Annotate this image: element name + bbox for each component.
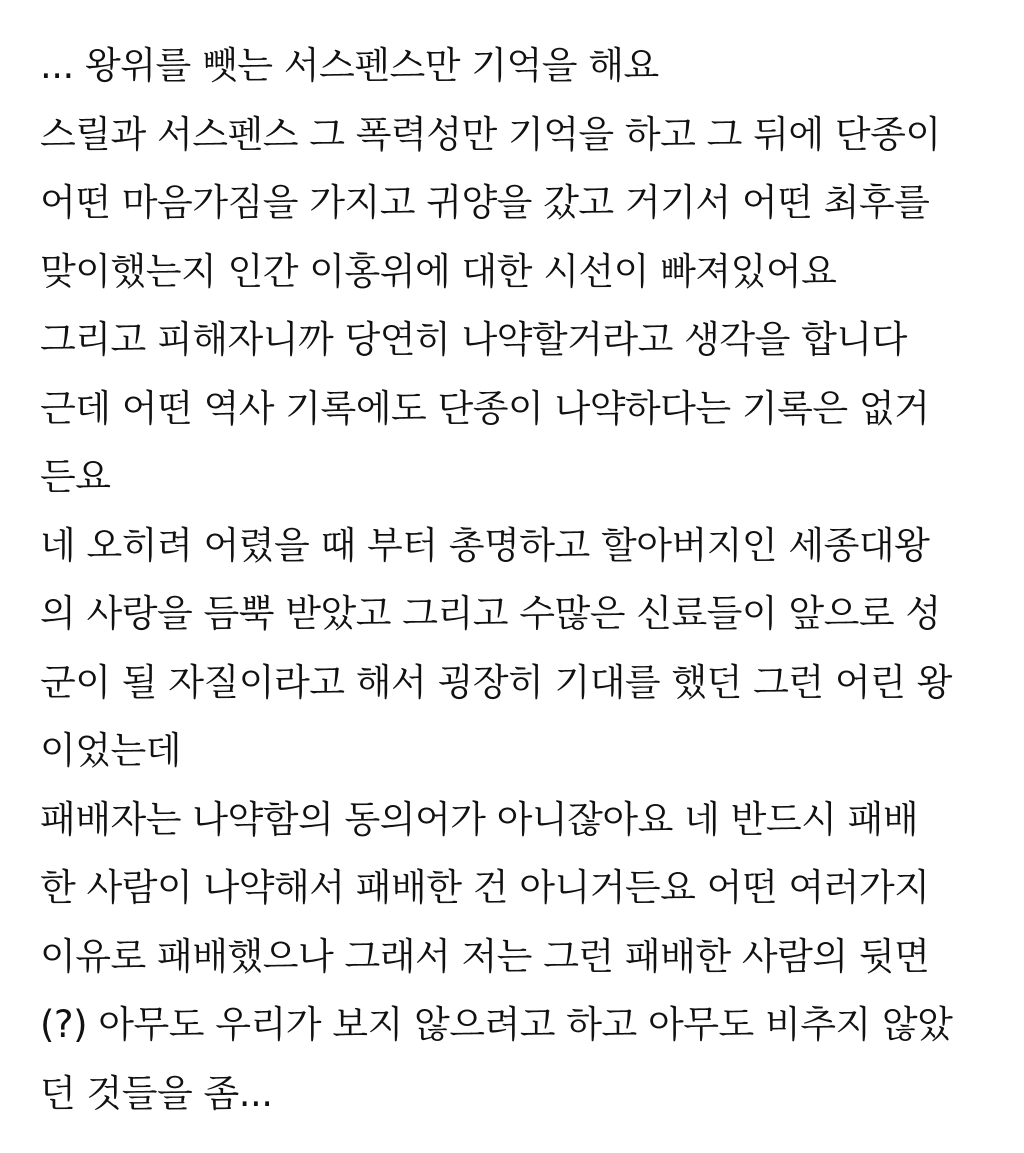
text-line: 그리고 피해자니까 당연히 나약할거라고 생각을 합니다 [40,318,907,361]
text-line: 던 것들을 좀... [40,1071,273,1115]
text-line: 든요 [40,455,111,498]
text-line: ... 왕위를 뺏는 서스펜스만 기억을 해요 [40,44,659,87]
transcript-text [40,32,1000,1128]
text-line: (?) 아무도 우리가 보지 않으려고 하고 아무도 비추지 않았 [40,1003,953,1046]
text-line: 이었는데 [40,729,181,772]
text-line: 어떤 마음가짐을 가지고 귀양을 갔고 거기서 어떤 최후를 [40,181,930,224]
text-line: 맞이했는지 인간 이홍위에 대한 시선이 빠져있어요 [40,249,837,293]
text-line: 한 사람이 나약해서 패배한 건 아니거든요 어떤 여러가지 [40,866,930,909]
text-line: 군이 될 자질이라고 해서 굉장히 기대를 했던 그런 어린 왕 [40,660,952,704]
text-line: 패배자는 나약함의 동의어가 아니잖아요 네 반드시 패배 [40,797,919,841]
text-line: 근데 어떤 역사 기록에도 단종이 나약하다는 기록은 없거 [40,386,930,430]
text-line: 스릴과 서스펜스 그 폭력성만 기억을 하고 그 뒤에 단종이 [40,112,941,156]
text-line: 의 사랑을 듬뿍 받았고 그리고 수많은 신료들이 앞으로 성 [40,592,941,635]
text-line: 이유로 패배했으나 그래서 저는 그런 패배한 사람의 뒷면 [40,934,930,978]
text-line: 네 오히려 어렸을 때 부터 총명하고 할아버지인 세종대왕 [40,523,930,567]
